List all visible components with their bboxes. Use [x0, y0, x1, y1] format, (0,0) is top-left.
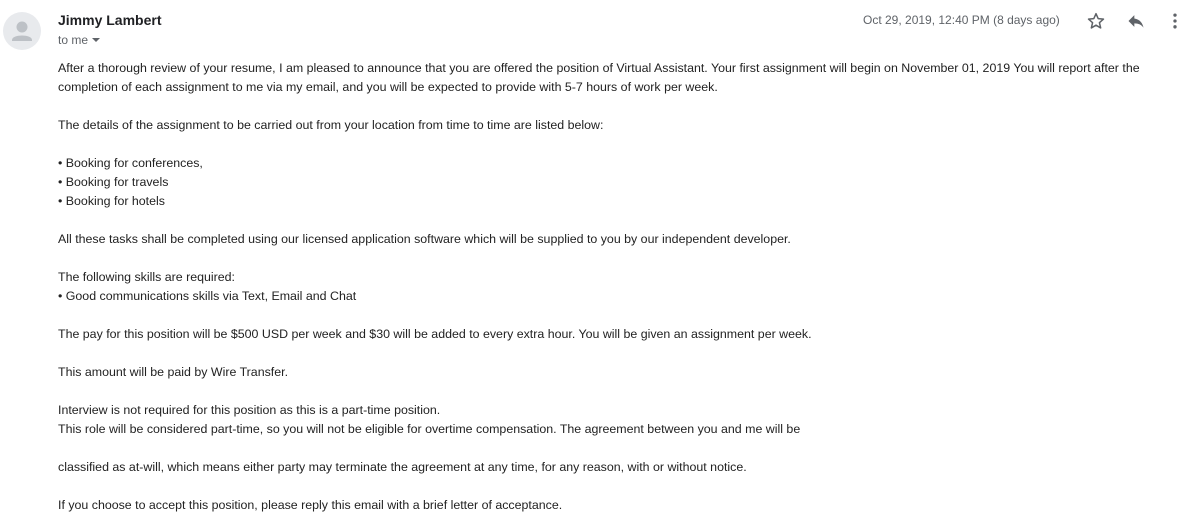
list-item: • Booking for travels: [58, 175, 169, 189]
body-paragraph: Interview is not required for this position as this is a part-time position.: [58, 403, 441, 417]
recipient-dropdown[interactable]: [58, 33, 100, 47]
reply-button[interactable]: [1124, 9, 1148, 33]
body-paragraph: All these tasks shall be completed using our licensed application software which will be supplied to you by our independent developer.: [58, 232, 791, 246]
star-icon: [1086, 11, 1106, 31]
sender-name[interactable]: Jimmy Lambert: [58, 12, 162, 28]
list-item: • Booking for conferences,: [58, 156, 203, 170]
more-vert-icon: [1165, 11, 1185, 31]
body-paragraph: The following skills are required:: [58, 270, 235, 284]
chevron-down-icon: [92, 38, 100, 42]
body-paragraph: This amount will be paid by Wire Transfer.: [58, 365, 289, 379]
body-paragraph: After a thorough review of your resume, I am pleased to announce that you are offered the position of Virtual Assistant. Your first assignment will begin on November 01, 2019 You will report after the completion of each assignment to me via my email, and you will be expected to provide with 5-7 hours of work per week.: [58, 61, 1140, 94]
recipient-label: to me: [58, 33, 89, 47]
more-options-button[interactable]: [1163, 9, 1187, 33]
body-paragraph: The pay for this position will be $500 USD per week and $30 will be added to every extra hour. You will be given an assignment per week.: [58, 327, 812, 341]
star-button[interactable]: [1084, 9, 1108, 33]
person-icon: [3, 12, 41, 50]
message-timestamp: Oct 29, 2019, 12:40 PM (8 days ago): [863, 13, 1060, 27]
body-paragraph: The details of the assignment to be carried out from your location from time to time are listed below:: [58, 118, 604, 132]
list-item: • Good communications skills via Text, Email and Chat: [58, 289, 357, 303]
body-paragraph: classified as at-will, which means either party may terminate the agreement at any time, for any reason, with or without notice.: [58, 460, 747, 474]
message-body: [58, 59, 1188, 515]
body-paragraph: If you choose to accept this position, please reply this email with a brief letter of acceptance.: [58, 498, 563, 512]
avatar[interactable]: [3, 12, 41, 50]
list-item: • Booking for hotels: [58, 194, 165, 208]
reply-icon: [1126, 11, 1146, 31]
body-paragraph: This role will be considered part-time, so you will not be eligible for overtime compensation. The agreement between you and me will be: [58, 422, 801, 436]
